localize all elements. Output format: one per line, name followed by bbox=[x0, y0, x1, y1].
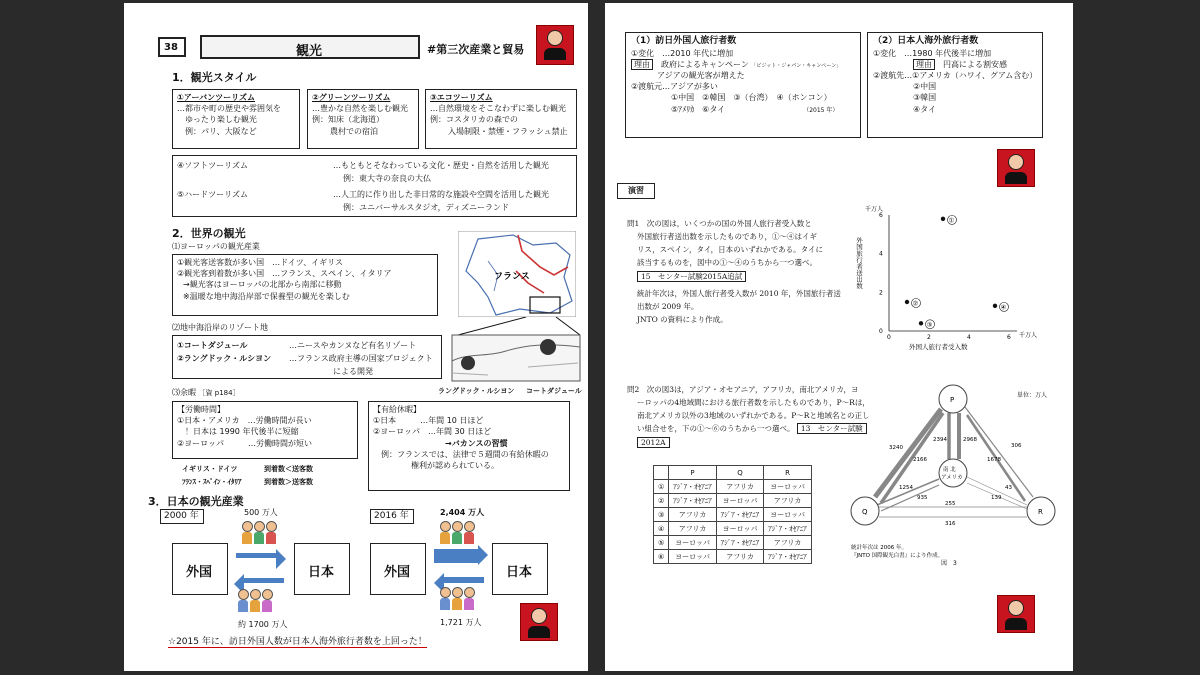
work-hours-line1: ①日本・アメリカ …労働時間が長い bbox=[177, 416, 312, 426]
outbound-reason-tag: 理由 bbox=[913, 59, 935, 70]
outbound-change: ①変化 …1980 年代後半に増加 bbox=[873, 48, 992, 58]
languedoc-desc2: による開発 bbox=[333, 367, 373, 376]
year-2016-box bbox=[370, 509, 414, 524]
y-tick-label: 2 bbox=[879, 289, 883, 297]
outbound-dest4: ④タイ bbox=[913, 104, 937, 114]
answer-cell: ｱｼﾞｱ・ｵｾｱﾆｱ bbox=[669, 480, 717, 494]
answer-cell: アフリカ bbox=[716, 480, 764, 494]
flow-value-rc: 43 bbox=[1005, 485, 1012, 491]
q2-line2: ーロッパの4地域間における旅行者数を示したものであり，P～Rは， bbox=[637, 398, 870, 408]
urban-tourism-desc2: ゆったり楽しむ観光 bbox=[185, 115, 257, 125]
soft-tourism-example: 例：東大寺の奈良の大仏 bbox=[343, 174, 431, 183]
travelers-illustration-2 bbox=[440, 521, 474, 543]
answer-row bbox=[654, 494, 812, 508]
coast-map bbox=[448, 317, 584, 389]
section3-heading: 3．日本の観光産業 bbox=[148, 495, 244, 508]
france-map bbox=[458, 231, 576, 317]
section1-heading: 1．観光スタイル bbox=[172, 71, 257, 84]
outbound-arrow-2000 bbox=[244, 578, 284, 583]
paid-leave-line4: 例：フランスでは、法律で５週間の有給休暇の bbox=[381, 449, 549, 459]
answer-cell: アフリカ bbox=[669, 508, 717, 522]
y-unit: 千万人 bbox=[865, 206, 884, 213]
page-subtitle: #第三次産業と貿易 bbox=[427, 43, 525, 56]
year-2000: 2000 年 bbox=[164, 511, 199, 521]
answer-cell: ⑥ bbox=[654, 550, 669, 564]
green-tourism-example: 例：知床（北海道） bbox=[312, 115, 384, 125]
y-tick-label: 4 bbox=[879, 250, 883, 258]
answer-cell: ヨーロッパ bbox=[716, 494, 764, 508]
q1-note2: 出数が 2009 年。 bbox=[637, 301, 699, 311]
exercise-label-box bbox=[617, 183, 655, 199]
japan-label-2016: 日本 bbox=[506, 565, 533, 580]
answer-cell: アフリカ bbox=[716, 550, 764, 564]
inbound-reason2: アジアの観光客が増えた bbox=[657, 70, 745, 80]
q1-line2: 外国旅行者送出数を示したものであり，①～④はイギ bbox=[637, 232, 817, 242]
europe-line1: ①観光客送客数が多い国 …ドイツ、イギリス bbox=[177, 258, 344, 267]
answer-table-header bbox=[654, 466, 812, 480]
travelers-illustration-3 bbox=[238, 589, 272, 611]
japan-box-2000 bbox=[294, 543, 350, 595]
y-tick-label: 6 bbox=[879, 212, 883, 219]
inbound-change: ①変化 …2010 年代に増加 bbox=[631, 48, 734, 58]
data-point bbox=[941, 217, 945, 221]
q2-line4: い組合せを，下の①～⑥のうちから一つ選べ。 bbox=[637, 424, 795, 434]
outbound-box bbox=[867, 32, 1043, 138]
outbound-dest1: ②渡航先…①アメリカ（ハワイ、グアム含む） bbox=[873, 70, 1038, 80]
y-axis-label: 外国旅行者送出数 bbox=[855, 237, 863, 289]
outbound-2000: 約 1700 万人 bbox=[238, 620, 288, 629]
x-tick-label: 6 bbox=[1007, 334, 1011, 341]
uk-germany-note: 到着数＜送客数 bbox=[264, 465, 313, 473]
paid-leave-line3: →バカンスの習慣 bbox=[445, 438, 508, 448]
answer-row bbox=[654, 550, 812, 564]
hard-tourism-title: ⑤ハードツーリズム bbox=[177, 190, 249, 199]
answer-cell: ｱｼﾞｱ・ｵｾｱﾆｱ bbox=[716, 536, 764, 550]
node-p-label: P bbox=[950, 396, 955, 404]
cote-dazur-desc: …ニースやカンヌなど有名リゾート bbox=[289, 341, 417, 350]
flow-value-rq: 316 bbox=[945, 521, 956, 527]
x-unit: 千万人 bbox=[1019, 332, 1038, 339]
inbound-origin: ②渡航元…アジアが多い bbox=[631, 82, 718, 92]
leisure-subheading bbox=[172, 387, 240, 399]
inbound-origin-list2: ⑤ｱﾒﾘｶ ⑥タイ bbox=[671, 104, 726, 114]
answer-cell: ヨーロッパ bbox=[669, 550, 717, 564]
answer-header-cell: R bbox=[764, 466, 812, 480]
answer-cell: ② bbox=[654, 494, 669, 508]
travelers-illustration-1 bbox=[242, 521, 276, 543]
answer-cell: ｱｼﾞｱ・ｵｾｱﾆｱ bbox=[716, 508, 764, 522]
answer-header-cell: Q bbox=[716, 466, 764, 480]
europe-line4: ※温暖な地中海沿岸部で保養型の観光を楽しむ bbox=[183, 291, 350, 301]
map-caption-cote: コートダジュール bbox=[526, 387, 582, 395]
languedoc-title: ②ラングドック・ルシヨン bbox=[177, 354, 272, 363]
flow-value-pq: 3240 bbox=[889, 445, 903, 451]
summary-note bbox=[168, 636, 427, 649]
x-axis-label: 外国人旅行者受入数 bbox=[909, 343, 968, 351]
teacher-logo bbox=[536, 25, 574, 65]
answer-row bbox=[654, 522, 812, 536]
question1 bbox=[627, 217, 841, 326]
soft-tourism-desc: …もともとそなわっている文化・歴史・自然を活用した観光 bbox=[333, 161, 549, 170]
answer-cell: ｱｼﾞｱ・ｵｾｱﾆｱ bbox=[764, 522, 812, 536]
outbound-arrow-2016 bbox=[444, 577, 484, 583]
teacher-logo-2 bbox=[520, 603, 558, 641]
q1-note3: JNTO の資料により作成。 bbox=[637, 314, 728, 324]
inbound-reason1: 政府によるキャンペーン bbox=[661, 59, 749, 69]
data-point bbox=[905, 300, 909, 304]
flow-value-cp: 2968 bbox=[963, 437, 977, 443]
languedoc-desc: …フランス政府主導の国家プロジェクト bbox=[289, 354, 433, 363]
leisure-label: ⑶余暇 bbox=[172, 388, 196, 397]
node-center-label: 南 北 bbox=[943, 467, 956, 473]
inbound-box bbox=[625, 32, 861, 138]
eco-tourism-title: ③エコツーリズム bbox=[430, 93, 493, 102]
page-title: 観光 bbox=[296, 44, 323, 59]
q1-line1: 問1 次の図は，いくつかの国の外国人旅行者受入数と bbox=[627, 219, 812, 228]
mediterranean-subheading: ⑵地中海沿岸のリゾート地 bbox=[172, 323, 268, 332]
eco-tourism-example2: 入場制限・禁煙・フラッシュ禁止 bbox=[448, 126, 568, 136]
inbound-2016: 2,404 万人 bbox=[440, 508, 485, 517]
paid-leave-line5: 権利が認められている。 bbox=[411, 460, 499, 470]
europe-subheading: ⑴ヨーロッパの観光産業 bbox=[172, 242, 260, 251]
summary-note-text: ☆2015 年に、訪日外国人数が日本人海外旅行者数を上回った！ bbox=[168, 637, 427, 647]
q2-line1: 問2 次の図3は，アジア・オセアニア，アフリカ，南北アメリカ，ヨ bbox=[627, 385, 859, 394]
x-tick-label: 2 bbox=[927, 334, 931, 341]
eco-tourism-box bbox=[425, 89, 577, 149]
uk-germany-label: イギリス・ドイツ bbox=[182, 465, 238, 473]
outbound-title: （2）日本人海外旅行者数 bbox=[873, 36, 979, 46]
outbound-reason: 円高による割安感 bbox=[943, 59, 1007, 69]
question2 bbox=[627, 383, 870, 449]
green-tourism-desc: …豊かな自然を楽しむ観光 bbox=[312, 104, 408, 114]
work-hours-box bbox=[172, 401, 358, 459]
map-caption-languedoc: ラングドック・ルシヨン bbox=[438, 387, 515, 395]
inbound-arrow-2000 bbox=[236, 553, 276, 558]
outbound-2016: 1,721 万人 bbox=[440, 618, 482, 627]
answer-cell: アフリカ bbox=[764, 494, 812, 508]
foreign-box-2016 bbox=[370, 543, 426, 595]
urban-tourism-title: ①アーバンツーリズム bbox=[177, 93, 255, 102]
point-label: ③ bbox=[926, 320, 933, 329]
q1-line4: 該当するものを，図中の①～④のうちから一つ選べ。 bbox=[637, 258, 817, 268]
answer-header-cell bbox=[654, 466, 669, 480]
leisure-ref: ［資 p184］ bbox=[198, 389, 240, 397]
foreign-box-2000 bbox=[172, 543, 228, 595]
foreign-label-2000: 外国 bbox=[186, 565, 213, 580]
europe-line2: ②観光客到着数が多い国 …フランス、スペイン、イタリア bbox=[177, 269, 392, 279]
answer-cell: アフリカ bbox=[669, 522, 717, 536]
q1-note1: 統計年次は，外国人旅行者受入数が 2010 年，外国旅行者送 bbox=[637, 288, 841, 298]
teacher-logo-3 bbox=[997, 149, 1035, 187]
scatter-chart bbox=[849, 201, 1069, 353]
page-number: 38 bbox=[164, 42, 178, 53]
node-r-label: R bbox=[1038, 508, 1043, 516]
map-label-france: フランス bbox=[494, 272, 530, 282]
soft-hard-tourism-box bbox=[172, 155, 577, 217]
answer-cell: ｱｼﾞｱ・ｵｾｱﾆｱ bbox=[764, 550, 812, 564]
section2-heading: 2．世界の観光 bbox=[172, 227, 246, 240]
paid-leave-line1: ①日本 …年間 10 日ほど bbox=[373, 416, 484, 426]
flow-value-qr: 255 bbox=[945, 501, 956, 507]
france-spain-note: 到着数＞送客数 bbox=[264, 478, 313, 486]
year-2000-box bbox=[160, 509, 204, 524]
answer-header-cell: P bbox=[669, 466, 717, 480]
eco-tourism-example: 例：コスタリカの森での bbox=[430, 115, 518, 125]
cote-dazur-title: ①コートダジュール bbox=[177, 341, 248, 350]
answer-cell: ｱｼﾞｱ・ｵｾｱﾆｱ bbox=[669, 494, 717, 508]
node-center bbox=[939, 459, 967, 487]
flow-arrow-pr bbox=[965, 407, 1033, 497]
flow-value-cq: 935 bbox=[917, 495, 928, 501]
q2-line3: 南北アメリカ以外の3地域のいずれかである。P～Rと地域名との正し bbox=[637, 411, 870, 421]
europe-line3: →観光客はヨーロッパの北部から南部に移動 bbox=[183, 280, 342, 290]
inbound-campaign: 「ビジット・ジャパン・キャンペーン」 bbox=[751, 62, 842, 69]
flow-fig: 図 3 bbox=[941, 560, 957, 567]
flow-unit: 単位：万人 bbox=[1017, 392, 1048, 399]
foreign-label-2016: 外国 bbox=[384, 565, 411, 580]
node-q-label: Q bbox=[862, 508, 868, 516]
answer-row bbox=[654, 536, 812, 550]
q1-exam-tag: 15 センター試験2015A追試 bbox=[637, 271, 746, 282]
resort-box bbox=[172, 335, 442, 379]
x-tick-label: 0 bbox=[887, 334, 891, 341]
soft-tourism-title: ④ソフトツーリズム bbox=[177, 161, 249, 170]
flow-value-pc: 2394 bbox=[933, 437, 947, 443]
answer-cell: ⑤ bbox=[654, 536, 669, 550]
data-point bbox=[919, 321, 923, 325]
flow-value-qc: 1254 bbox=[899, 485, 913, 491]
flow-value-pr: 306 bbox=[1011, 443, 1022, 449]
data-point bbox=[993, 304, 997, 308]
y-tick-label: 0 bbox=[879, 328, 883, 335]
green-tourism-example2: 農村での宿泊 bbox=[330, 126, 378, 136]
flow-value-qp: 2166 bbox=[913, 457, 927, 463]
france-spain-label: ﾌﾗﾝｽ・ｽﾍﾟｲﾝ・ｲﾀﾘｱ bbox=[182, 478, 242, 486]
inbound-origin-list1: ①中国 ②韓国 ③（台湾） ④（ホンコン） bbox=[671, 93, 832, 103]
left-page bbox=[124, 3, 588, 671]
flow-arrow-pq bbox=[875, 409, 941, 497]
answer-row bbox=[654, 508, 812, 522]
teacher-logo-4 bbox=[997, 595, 1035, 633]
paid-leave-line2: ②ヨーロッパ …年間 30 日ほど bbox=[373, 427, 492, 437]
year-2016: 2016 年 bbox=[374, 511, 409, 521]
hard-tourism-example: 例：ユニバーサルスタジオ，ディズニーランド bbox=[343, 203, 509, 212]
flow-value-cr: 139 bbox=[991, 495, 1002, 501]
inbound-reason-tag: 理由 bbox=[631, 59, 653, 70]
point-label: ④ bbox=[1000, 303, 1007, 312]
green-tourism-title: ②グリーンツーリズム bbox=[312, 93, 391, 102]
japan-box-2016 bbox=[492, 543, 548, 595]
work-hours-line2: ！日本は 1990 年代後半に短縮 bbox=[185, 427, 299, 437]
paid-leave-title: 【有給休暇】 bbox=[373, 405, 421, 414]
outbound-dest3: ③韓国 bbox=[913, 93, 937, 103]
europe-box bbox=[172, 254, 438, 316]
answer-cell: ヨーロッパ bbox=[716, 522, 764, 536]
urban-tourism-desc: …都市や町の歴史や雰囲気を bbox=[177, 104, 281, 114]
travelers-illustration-4 bbox=[440, 587, 474, 609]
green-tourism-box bbox=[307, 89, 419, 149]
title-box bbox=[200, 35, 420, 59]
point-label: ① bbox=[948, 216, 955, 225]
flow-value-rp: 1678 bbox=[987, 457, 1001, 463]
page-number-box bbox=[158, 37, 186, 57]
q2-exam-year: 2012A bbox=[637, 437, 670, 448]
answer-cell: ③ bbox=[654, 508, 669, 522]
work-hours-line3: ②ヨーロッパ …労働時間が短い bbox=[177, 438, 313, 448]
answer-cell: ヨーロッパ bbox=[764, 508, 812, 522]
paid-leave-box bbox=[368, 401, 570, 491]
inbound-title: （1）訪日外国人旅行者数 bbox=[631, 36, 737, 46]
point-label: ② bbox=[912, 299, 919, 308]
flow-foot2: 『JNTO 国際観光白書』により作成。 bbox=[851, 553, 944, 559]
flow-foot1: 統計年次は 2006 年。 bbox=[851, 545, 907, 551]
flow-diagram bbox=[841, 379, 1067, 569]
q2-exam-tag: 13 センター試験 bbox=[797, 423, 867, 434]
node-center-label2: アメリカ bbox=[941, 475, 963, 481]
japan-label-2000: 日本 bbox=[308, 565, 335, 580]
answer-table bbox=[653, 465, 812, 564]
answer-cell: ④ bbox=[654, 522, 669, 536]
urban-tourism-box bbox=[172, 89, 300, 149]
answer-cell: アフリカ bbox=[764, 536, 812, 550]
answer-cell: ① bbox=[654, 480, 669, 494]
q1-line3: リス，スペイン，タイ，日本のいずれかである。タイに bbox=[637, 245, 823, 255]
inbound-2000: 500 万人 bbox=[244, 508, 278, 517]
urban-tourism-example: 例：パリ、大阪など bbox=[185, 126, 257, 136]
work-hours-title: 【労働時間】 bbox=[177, 405, 225, 414]
outbound-dest2: ②中国 bbox=[913, 82, 937, 92]
x-tick-label: 4 bbox=[967, 334, 971, 341]
eco-tourism-desc: …自然環境をそこなわずに楽しむ観光 bbox=[430, 104, 566, 114]
answer-row bbox=[654, 480, 812, 494]
right-page bbox=[605, 3, 1073, 671]
exercise-label: 演習 bbox=[628, 186, 644, 195]
answer-cell: ヨーロッパ bbox=[669, 536, 717, 550]
answer-cell: ヨーロッパ bbox=[764, 480, 812, 494]
inbound-year: （2015 年） bbox=[803, 106, 839, 114]
inbound-arrow-2016 bbox=[434, 549, 478, 563]
hard-tourism-desc: …人工的に作り出した非日常的な施設や空間を活用した観光 bbox=[333, 190, 549, 199]
